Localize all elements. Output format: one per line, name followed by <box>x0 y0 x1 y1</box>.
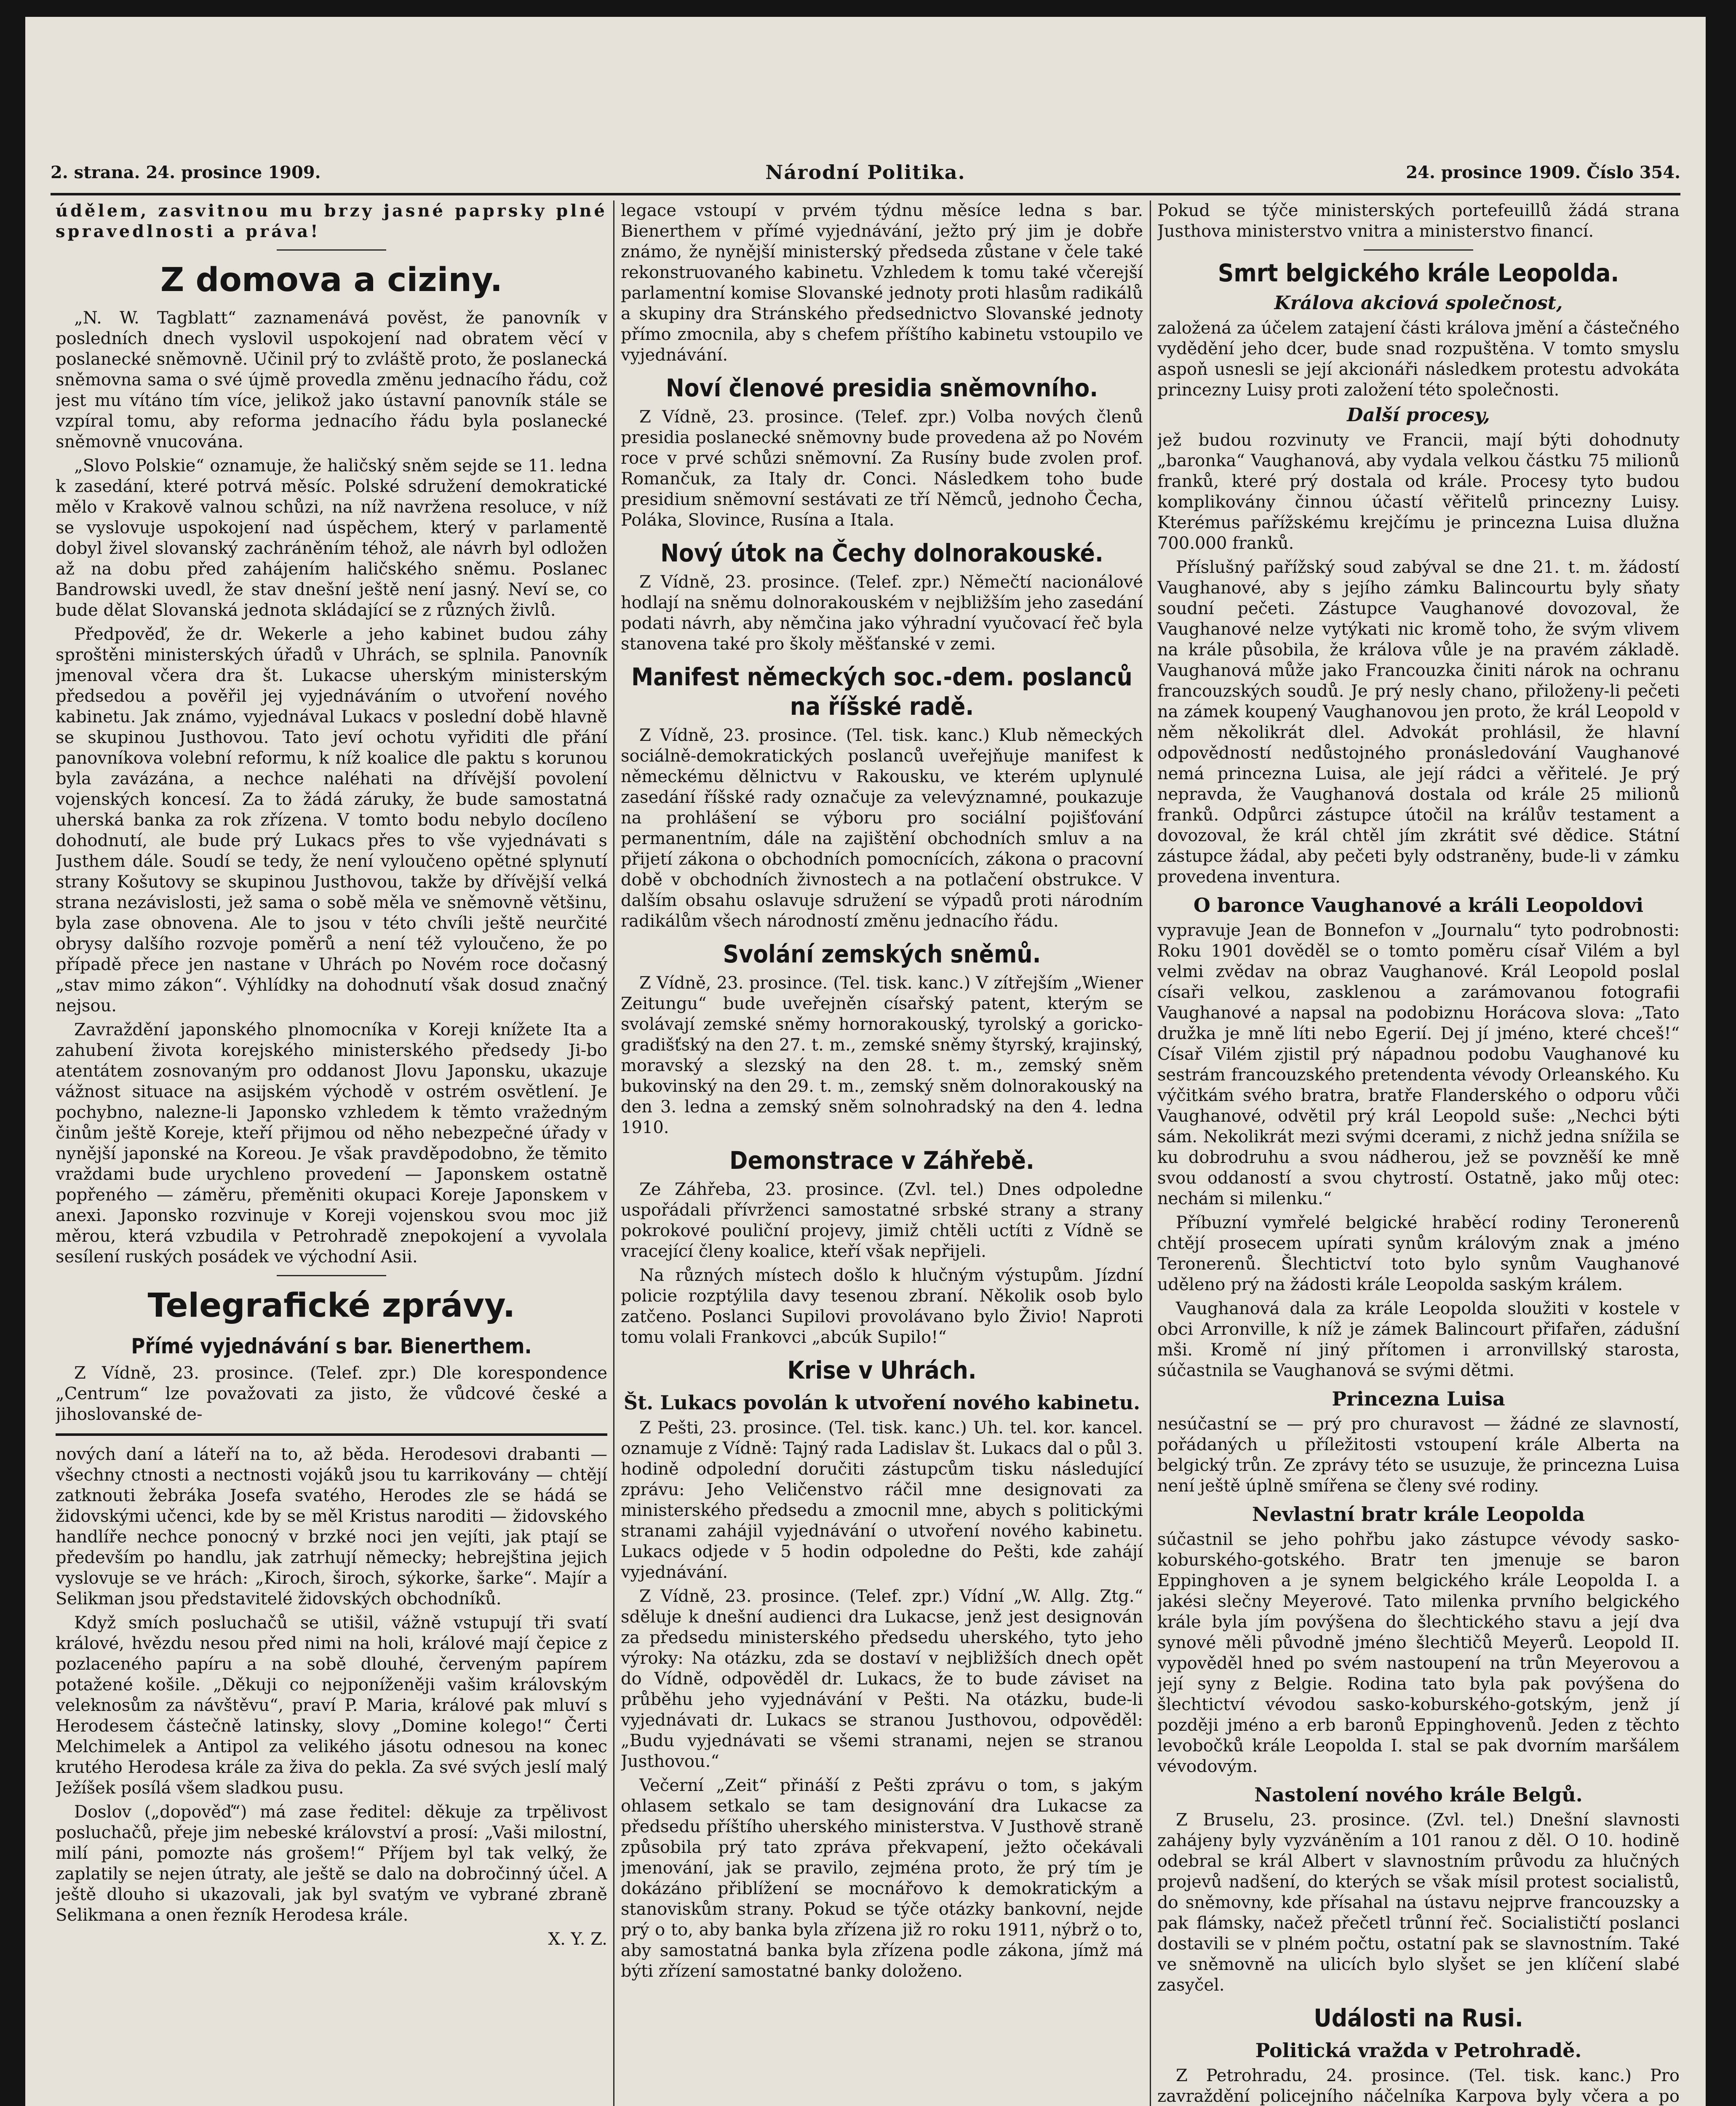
article-headline: Svolání zemských sněmů. <box>723 940 1041 968</box>
section-divider <box>277 249 386 251</box>
article-text: Předpověď, že dr. Wekerle a jeho kabinet budou záhy sproštěni ministerských úřadů v Uhrách, se splnila. Panovník jmenoval včera dra št. Lukacse uherským ministerským předsedou a pověřil jej vyjednáváním o utvoření nového kabinetu. Jak známo, vyjednával Lukacs v poslední době hlavně se skupinou Justhovou. Tato jeví ochotu vyřiditi dle přání panovníkova volební reformu, k níž koalice dle paktu s korunou byla zavázána, a nechce naléhati na dřívější povolení vojenských koncesí. Za to žádá záruky, že bude samostatná uherská banka za rok zřízena. V tomto bodu nebylo docíleno dohodnutí, ale bude prý Lukacs přes to vše vyjednávati s Justhem dále. Soudí se tedy, že není vyloučeno opětné splynutí strany Košutovy se skupinou Justhovou, takže by dřívější velká strana nezávislosti, jež sama o sobě měla ve sněmovně většinu, byla zase obnovena. Ale to jsou v této chvíli ještě neurčité obrysy dalšího rozvoje poměrů a není též vyloučeno, že po případě přece jen nastane v Uhrách po Novém roce dočasný „stav mimo zákon“. Výhlídky na dohodnutí však dosud značný nejsou. <box>56 625 607 1016</box>
article-text: Z Vídně, 23. prosince. (Tel. tisk. kanc.) Klub německých sociálně-demokratických poslanců uveřejňuje manifest k německému dělnictvu v Rakousku, ve kterém uplynulé zasedání říšské rady označuje za velevýznamné, poukazuje na prohlášení se výboru pro sociální pojišťování permanentním, dále na zajištění obchodních smluv a na přijetí zákona o obchodních pomocnících, zákona o pracovní době v obchodních živnostech a na potlačení obstrukce. V dalším obsahu oslavuje sdružení se výpadů proti národním radikálům všech národností změnu jednacího řádu. <box>621 726 1143 931</box>
article-headline: Manifest německých soc.-dem. poslanců na říšské radě. <box>631 663 1132 721</box>
article-text: Z Pešti, 23. prosince. (Tel. tisk. kanc.) Uh. tel. kor. kancel. oznamuje z Vídně: Tajný rada Ladislav št. Lukacs dal o půl 3. hodině odpolední doručiti zástupcům tisku následující zprávu: Jeho Veličenstvo ráčil mne designovati za ministerského předsedu a zmocnil mne, abych s politickými stranami zahájil vyjednávání o utvoření nového kabinetu. Lukacs odjede v 5 hodin odpoledne do Pešti, kde zahájí vyjednávání. <box>621 1418 1143 1582</box>
header-rule <box>51 193 1680 195</box>
newspaper-page <box>25 17 1706 2106</box>
header-left: 2. strana. 24. prosince 1909. <box>51 163 321 182</box>
article-subheadline: Princezna Luisa <box>1332 1387 1505 1410</box>
article-text: Z Vídně, 23. prosince. (Telef. zpr.) Dle korespondence „Centrum“ lze považovati za jisto, že vůdcové české a jihoslovanské de- <box>56 1363 607 1424</box>
article-text: „Slovo Polskie“ oznamuje, že haličský sněm sejde se 11. ledna k zasedání, které potrvá měsíc. Polské sdružení demokratické mělo v Krakově valnou schůzi, na níž navržena resoluce, v níž se vyslovuje uspokojení nad úspěchem, který v parlamentě dobyl živel slovanský zachráněním téhož, ale návrh byl odložen až na dobu před zahájením haličského sněmu. Poslanec Bandrowski uvedl, že stav dnešní ještě není jasný. Neví se, co bude dělat Slovanská jednota skládající se z různých živlů. <box>56 456 607 620</box>
column-3 <box>1157 200 1680 2106</box>
article-subheadline: Králova akciová společnost, <box>1274 292 1563 314</box>
article-subheadline: Další procesy, <box>1347 404 1490 426</box>
article-text: Z Vídně, 23. prosince. (Telef. zpr.) Němečtí nacionálové hodlají na sněmu dolnorakouském v nejbližším jeho zasedání podati návrh, aby němčina jako výhradní vyučovací řeč byla stanovena také pro školy měšťanské v zemi. <box>621 572 1143 654</box>
article-text: Ze Záhřeba, 23. prosince. (Zvl. tel.) Dnes odpoledne uspořádali přívrženci samostatné srbské strany a strany pokrokové pouliční projevy, jimiž chtěli uctíti z Vídně se vracející členy koalice, kteří však nepřijeli. <box>621 1180 1143 1261</box>
article-headline: Krise v Uhrách. <box>787 1356 977 1384</box>
article-text: založená za účelem zatajení části králova jmění a částečného vydědění jeho dcer, bude snad rozpuštěna. V tomto smyslu aspoň usnesli se její akcionáři následkem protestu advokáta princezny Luisy proti založení této společnosti. <box>1157 318 1680 400</box>
article-text: súčastnil se jeho pohřbu jako zástupce vévody sasko-koburského-gotského. Bratr ten jmenuje se baron Eppinghoven a je synem belgického krále Leopolda I. a jakési slečny Meyerové. Tato milenka prvního belgického krále byla jím povýšena do šlechtického stavu a její dva synové měli původně jméno šlechtičů Meyerů. Leopold II. vypověděl hned po svém nastoupení na trůn Meyerovou a její syny z Belgie. Rodina tato byla pak povýšena do šlechtictví vévodou sasko-koburského-gotským, jenž jí později jméno a erb baronů Eppinghovenů. Jeden z těchto levobočků krále Leopolda I. stal se pak dvorním maršálem vévodovým. <box>1157 1530 1680 1776</box>
article-text: Zavraždění japonského plnomocníka v Koreji knížete Ita a zahubení života korejského ministerského předsedy Ji-bo atentátem zosnovaným pro oddanost Jlovu Japonsku, ukazuje vážnost situace na asijském východě v ostrém osvětlení. Je pochybno, nalezne-li Japonsko vzhledem k těmto vražedným činům ještě Koreje, kteří přijmou od něho nebezpečné úřady v nynější japonské na Koreou. Je však pravděpodobno, že těmito vraždami bude urychleno provedení — Japonskem ostatně popřeného — záměru, přeměniti okupaci Koreje Japonskem v anexi. Japonsko rozvinuje v Koreji vojenskou svou moc již měrou, která vzbudila v Petrohradě znepokojení a vyvolala sesílení ruských posádek ve východní Asii. <box>56 1020 607 1267</box>
feuilleton-signature: X. Y. Z. <box>548 1930 607 1949</box>
column-divider <box>1150 200 1151 2106</box>
article-headline: Události na Rusi. <box>1314 2004 1523 2032</box>
article-text: vypravuje Jean de Bonnefon v „Journalu“ tyto podrobnosti: Roku 1901 dověděl se o tomto poměru císař Vilém a byl velmi zvědav na obraz Vaughanové. Král Leopold poslal císaři velkou, zasklenou a zarámovanou fotografii Vaughanové a napsal na podobiznu Horácova slova: „Tato družka je mně líti nebo Egerií. Dej jí jméno, které chceš!“ Císař Vilém zjistil prý nápadnou podobu Vaughanové ku sestrám francouzského pretendenta vévody Orleanského. Ku výčitkám svého bratra, bratře Flanderského o odporu vůči Vaughanové, odvětil prý král Leopold suše: „Nechci býti sám. Nekolikrát mezi svými dcerami, z nichž jedna snížila se ku dobrodruhu a svou nádherou, jež se povzněší ke mně svou oddaností a svou chytrostí. Ostatně, jako můj otec: nechám si milenku.“ <box>1157 921 1680 1208</box>
column-1 <box>56 200 607 2106</box>
article-headline: Noví členové presidia sněmovního. <box>665 374 1098 402</box>
article-subheadline: Št. Lukacs povolán k utvoření nového kabinetu. <box>623 1391 1140 1414</box>
article-text: údělem, zasvitnou mu brzy jasné paprsky plné spravedlnosti a práva! <box>56 201 607 241</box>
article-subheadline: Nevlastní bratr krále Leopolda <box>1252 1503 1585 1526</box>
article-text: Večerní „Zeit“ přináší z Pešti zprávu o tom, s jakým ohlasem setkalo se tam designování dra Lukacse za předsedu příštího uherského ministerstva. V Justhově straně způsobila prý tato zpráva překvapení, ježto očekávali jmenování, jak se pravilo, zejména proto, že prý tím je dokázáno přiblížení se mocnářovo k demokratickým a stanoviskům strany. Pokud se týče otázky bankovní, nejde prý o to, aby banka byla zřízena již ro roku 1911, nýbrž o to, aby samostatná banka byla zřízena podle zákona, jímž má býti zřízení samostatné banky doloženo. <box>621 1776 1143 1981</box>
section-divider <box>1364 249 1473 251</box>
article-text: Z Bruselu, 23. prosince. (Zvl. tel.) Dnešní slavnosti zahájeny byly vyzváněním a 101 ranou z děl. O 10. hodině odebral se král Albert v slavnostním průvodu za hlučných projevů nadšení, do kterých se však mísil protest socialistů, do sněmovny, kde přísahal na ústavu nejprve francouzsky a pak flámsky, načež přečetl trůnní řeč. Socialističtí poslanci dostavili se v plném počtu, ostatní pak se slavnostním. Také ve sněmovně na ulicích bylo slyšet se jen klíčení slabé zasyčel. <box>1157 1810 1680 1995</box>
column-divider <box>613 200 614 2106</box>
article-text: Příslušný pařížský soud zabýval se dne 21. t. m. žádostí Vaughanové, aby s jejího zámku Balincourtu byly sňaty soudní pečeti. Zástupce Vaughanové dovozoval, že Vaughanové nelze vytýkati nic kromě toho, že svým vlivem na krále působila, že králova vůle je na pravém základě. Vaughanová může jako Francouzka činiti nárok na ochranu francouzských soudů. Je prý nesly chano, přiloženy-li pečeti na zámek koupený Vaughanovou jen proto, že král Leopold v něm několikrát dlel. Advokát prohlásil, že hlavní odpovědností nedůstojného pronásledování Vaughanové nemá princezna Luisa, ale její rádci a věřitelé. Je prý nepravda, že Vaughanová dostala od krále 25 milionů franků. Odpůrci zástupce útočil na králův testament a dovozoval, že král chtěl jím zkrátit své dědice. Státní zástupce žádal, aby pečeti byly odstraněny, bude-li v zámku provedena inventura. <box>1157 558 1680 887</box>
article-headline: Smrt belgického krále Leopolda. <box>1218 259 1619 287</box>
article-text: Na různých místech došlo k hlučným výstupům. Jízdní policie rozptýlila davy tesenou zbraní. Několik osob bylo zatčeno. Poslanci Supilovi provolávano bylo Živio! Naproti tomu volali Frankovci „abcúk Supilo!“ <box>621 1266 1143 1347</box>
section-heading: Z domova a ciziny. <box>160 261 503 299</box>
article-text: Vaughanová dala za krále Leopolda sloužiti v kostele v obci Arronville, k níž je zámek Balincourt přifařen, zádušní mši. Kromě ní jiný přítomen i arronvillský starosta, súčastnila se Vaughanová se svými dětmi. <box>1157 1299 1680 1380</box>
article-text: legace vstoupí v prvém týdnu měsíce ledna s bar. Bienerthem v přímé vyjednávání, ježto prý jim je dobře známo, že nynější ministerský předseda zůstane v čele také rekonstruovaného kabinetu. Vzhledem k tomu také včerejší parlamentní komise Slovanské jednoty proti hlasům radikálů a skupiny dra Stránského předsednictvo Slovanské jednoty přímo zmocnila, aby s chefem příštího kabinetu vstoupilo ve vyjednávání. <box>621 201 1143 365</box>
article-text: Z Vídně, 23. prosince. (Telef. zpr.) Volba nových členů presidia poslanecké sněmovny bude provedena až po Novém roce v prvé schůzi sněmovní. Za Rusíny bude zvolen prof. Romančuk, za Italy dr. Conci. Následkem toho bude presidium sněmovní sestávati ze tří Němců, jednoho Čecha, Poláka, Slovince, Rusína a Itala. <box>621 407 1143 530</box>
article-subheadline: Politická vražda v Petrohradě. <box>1255 2039 1582 2062</box>
article-text: Pokud se týče ministerských portefeuillů žádá strana Justhova ministerstvo vnitra a ministerstvo financí. <box>1157 201 1680 241</box>
article-text: jež budou rozvinuty ve Francii, mají býti dohodnuty „baronka“ Vaughanová, aby vydala velkou částku 75 milionů franků, které prý dostala od krále. Procesy tyto budou komplikovány činnou účastí věřitelů princezny Luisy. Kterémus pařížskému krejčímu je princezna Luisa dlužna 700.000 franků. <box>1157 430 1680 553</box>
feuilleton-text: Když smích posluchačů se utišil, vážně vstupují tři svatí králové, hvězdu nesou před nimi na holi, králové mají čepice z pozlaceného papíru a na sobě dlouhé, červeným papírem potažené košile. „Děkuji co nejponíženěji vašim královským veleknosům za návštěvu“, praví P. Maria, králové pak mluví s Herodesem částečně latinsky, slovy „Domine kolego!“ Čerti Melchimelek a Antipol za velikého jásotu odnesou na konec krutého Herodesa krále za živa do pekla. Za své svých jeslí malý Ježíšek posílá všem sladkou pusu. <box>56 1613 607 1798</box>
feuilleton-text: Doslov („dopověď“) má zase ředitel: děkuje za trpělivost posluchačů, přeje jim nebeské království a prosí: „Vaši milostní, milí páni, pomozte nás grošem!“ Příjem byl tak velký, že zaplatily se nejen útraty, ale ještě se dalo na dobročinný účel. A ještě dlouho si ukazovali, jak byl svatým ve vybrané zbraně Selikmana a onen řezník Herodesa krále. <box>56 1802 607 1925</box>
article-headline: Nastolení nového krále Belgů. <box>1254 1783 1583 1806</box>
article-text: „N. W. Tagblatt“ zaznamenává pověst, že panovník v posledních dnech vyslovil uspokojení nad obratem věcí v poslanecké sněmovně. Učinil prý to zvláště proto, že poslanecká sněmovna sama o své újmě provedla změnu jednacího řádu, což jest mu vítáno tím více, jelikož jako ústavní panovník stále se vzpíral tomu, aby reforma jednacího řádu byla poslanecké sněmovně vnucována. <box>56 308 607 452</box>
article-headline: Nový útok na Čechy dolnorakouské. <box>660 539 1103 567</box>
header-right: 24. prosince 1909. Číslo 354. <box>1406 163 1680 182</box>
article-text: Z Vídně, 23. prosince. (Tel. tisk. kanc.) V zítřejším „Wiener Zeitungu“ bude uveřejněn císařský patent, kterým se svolávají zemské sněmy hornorakouský, tyrolský a goricko-gradišťský na den 27. t. m., zemské sněmy štyrský, krajinský, moravský a slezský na den 28. t. m., zemský sněm bukovinský na den 29. t. m., zemský sněm dolnorakouský na den 3. ledna a zemský sněm solnohradský na den 4. ledna 1910. <box>621 973 1143 1137</box>
column-2 <box>621 200 1143 2106</box>
section-divider <box>277 1275 386 1276</box>
page-header <box>51 159 1680 189</box>
article-text: Z Petrohradu, 24. prosince. (Tel. tisk. kanc.) Pro zavraždění policejního náčelníka Karpova byly včera a po <box>1157 2066 1680 2106</box>
article-text: Příbuzní vymřelé belgické hraběcí rodiny Teronerenů chtějí prosecem upírati synům královým znak a jméno Teronerenů. Šlechtictví toto bylo synům Vaughanové uděleno prý na žádosti krále Leopolda saským králem. <box>1157 1213 1680 1294</box>
header-title: Národní Politika. <box>765 161 966 184</box>
article-text: Z Vídně, 23. prosince. (Telef. zpr.) Vídní „W. Allg. Ztg.“ sděluje k dnešní audienci dra Lukacse, jenž jest designován za předsedu ministerského předsedu uherského, tyto jeho výroky: Na otázku, zda se dostaví v nejbližších dnech opět do Vídně, odpověděl dr. Lukacs, že to bude záviset na průběhu jeho vyjednávání v Pešti. Na otázku, bude-li vyjednávati dr. Lukacs se stranou Justhovou, odpověděl: „Budu vyjednávati se všemi stranami, nejen se stranou Justhovou.“ <box>621 1587 1143 1771</box>
article-subheadline: O baronce Vaughanové a králi Leopoldovi <box>1193 894 1644 917</box>
article-headline: Přímé vyjednávání s bar. Bienerthem. <box>131 1334 532 1358</box>
article-text: nesúčastní se — prý pro churavost — žádné ze slavností, pořádaných u příležitosti vstoupení krále Alberta na belgický trůn. Ze zprávy této se usuzuje, že princezna Luisa není ještě úplně smířena se členy své rodiny. <box>1157 1414 1680 1496</box>
feuilleton-rule <box>56 1433 607 1436</box>
feuilleton-text: nových daní a láteří na to, až běda. Herodesovi drabanti — všechny ctnosti a nectnosti vojáků jsou tu karrikovány — chtějí zatknouti žebráka Josefa svatého, Herodes zle se hádá se židovskými učenci, kde by se měl Kristus naroditi — židovského handlíře nechce ponocný v brzké noci jen vejíti, jak ptají se především po handlu, jak zatrhují německy; hebrejština jejich vyslovuje se ve hrách: „Kiroch, široch, sýkorke, šarke“. Majír a Selikman jsou představitelé židovských obchodníků. <box>56 1445 607 1609</box>
article-headline: Demonstrace v Záhřebě. <box>729 1146 1034 1175</box>
section-heading: Telegrafické zprávy. <box>147 1287 515 1325</box>
